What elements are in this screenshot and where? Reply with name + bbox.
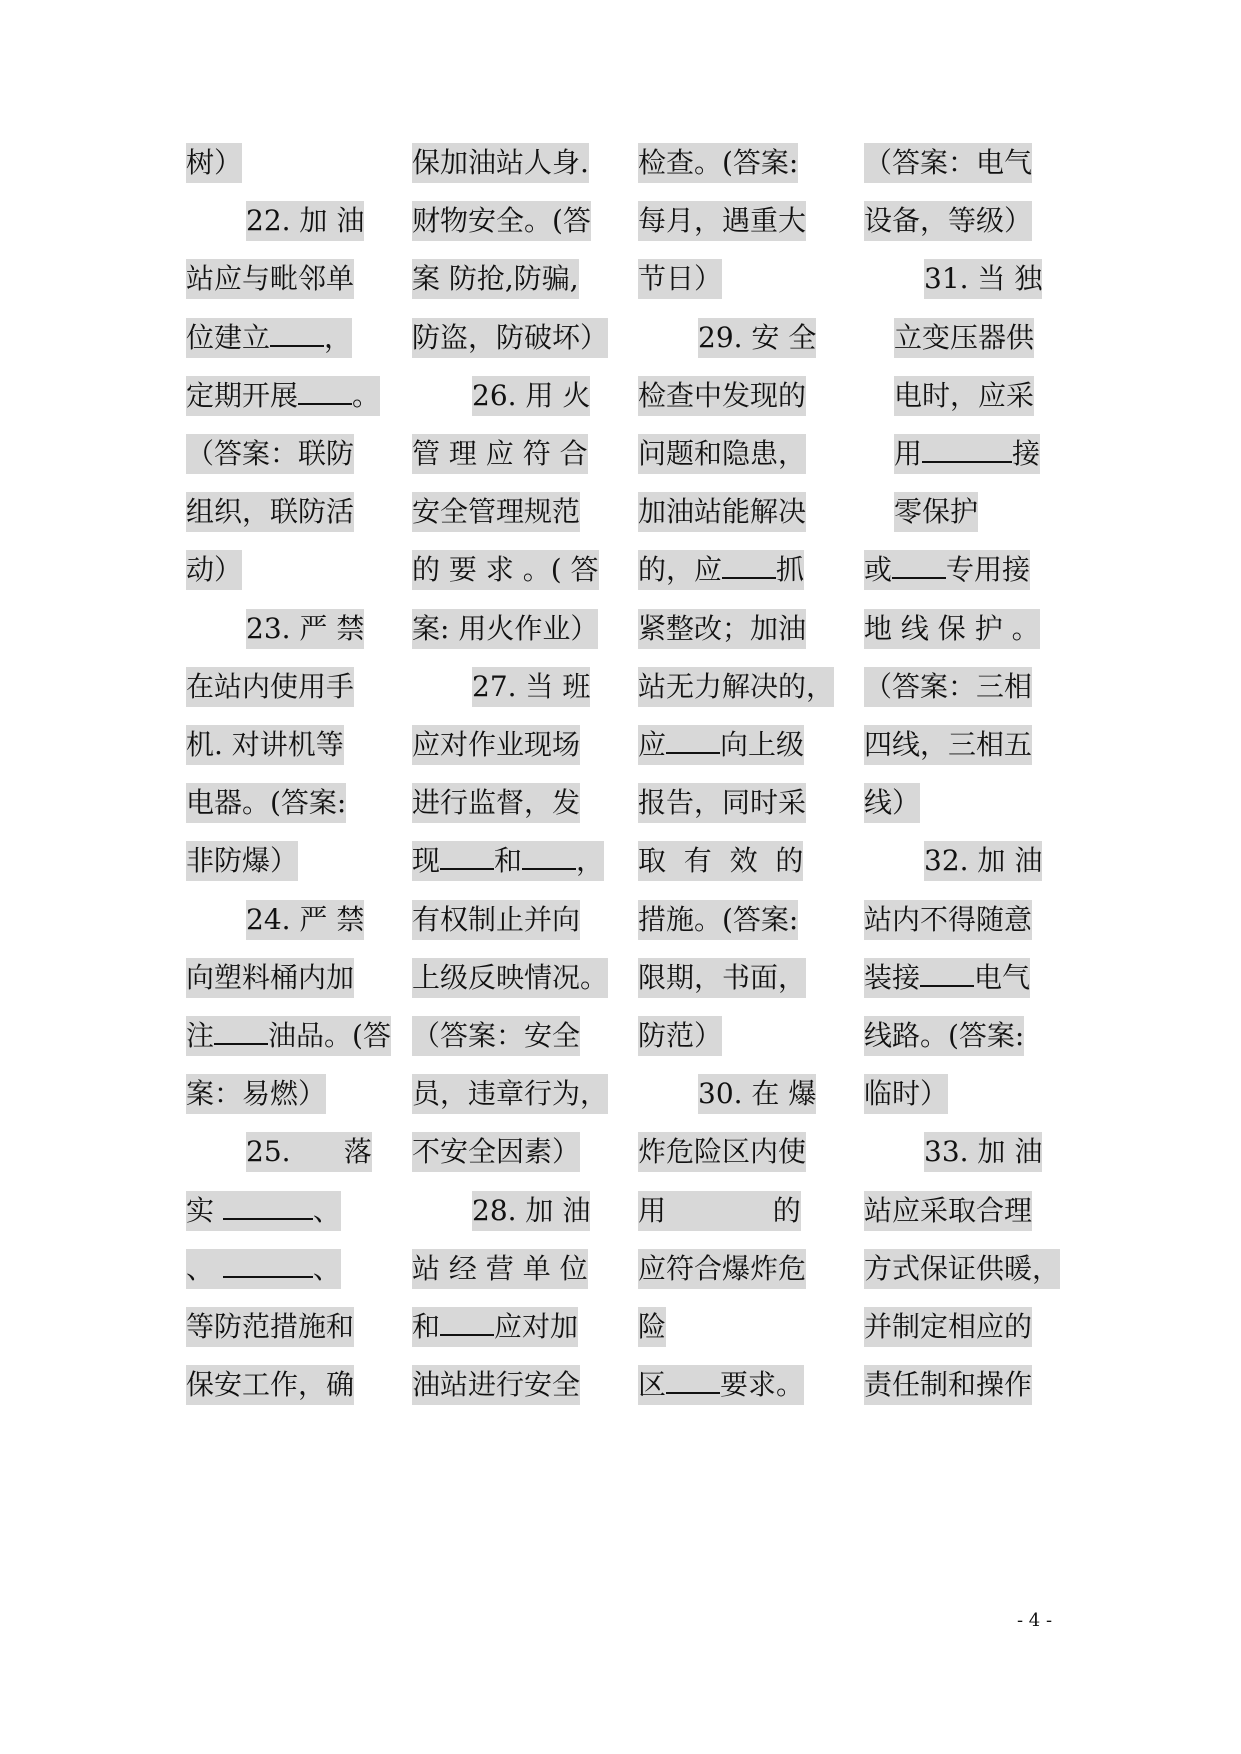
text-line — [412, 492, 580, 532]
highlighted-text — [186, 841, 298, 881]
line-text-part: 和 — [494, 844, 523, 878]
line-text: 的 要 求 。( 答 — [412, 553, 599, 587]
highlighted-text — [698, 318, 816, 358]
highlighted-text — [186, 143, 242, 183]
text-line — [412, 841, 604, 881]
line-text: 组织，联防活 — [186, 495, 355, 529]
text-line — [864, 434, 1040, 474]
text-line — [412, 1016, 580, 1056]
line-text: 电时，应采 — [894, 378, 1035, 412]
text-line — [864, 958, 1030, 998]
highlighted-text — [412, 958, 608, 998]
highlighted-text — [412, 1307, 578, 1347]
text-line — [864, 492, 978, 532]
highlighted-text — [894, 492, 978, 532]
line-text: 紧整改；加油 — [638, 611, 807, 645]
highlighted-text — [246, 201, 364, 241]
fill-in-blank — [666, 726, 720, 754]
text-line — [186, 1249, 341, 1289]
line-text-part: 注 — [186, 1019, 215, 1052]
line-text: 防范） — [638, 1019, 723, 1052]
text-line — [412, 958, 608, 998]
page-number: - 4 - — [1017, 1610, 1053, 1631]
highlighted-text — [412, 1249, 588, 1289]
line-text: 检查中发现的 — [638, 378, 807, 412]
text-line — [412, 1307, 578, 1347]
line-text: 限期，书面， — [638, 960, 807, 994]
line-text: 上级反映情况。 — [412, 960, 609, 994]
fill-in-blank — [440, 1308, 494, 1336]
text-line — [864, 143, 1032, 183]
line-text-part: 向上级 — [720, 728, 805, 761]
highlighted-text — [638, 259, 722, 299]
highlighted-text — [186, 318, 352, 358]
highlighted-text — [412, 318, 608, 358]
line-text: 29. 安 全 — [698, 320, 817, 354]
text-line — [412, 667, 590, 707]
highlighted-text — [638, 376, 806, 416]
highlighted-text — [412, 1074, 608, 1114]
text-line — [412, 725, 580, 765]
line-text-part: 抓 — [776, 553, 805, 587]
highlighted-text — [186, 958, 354, 998]
highlighted-text — [864, 725, 1032, 765]
text-line — [638, 783, 806, 823]
line-text: 向塑料桶内加 — [186, 960, 355, 994]
fill-in-blank — [440, 842, 494, 870]
highlighted-text — [412, 201, 591, 241]
highlighted-text — [638, 1191, 801, 1231]
highlighted-text — [412, 259, 579, 299]
highlighted-text — [894, 376, 1034, 416]
fill-in-blank — [223, 1192, 313, 1220]
line-text: 33. 加 油 — [924, 1135, 1043, 1169]
line-text: 炸危险区内使 — [638, 1135, 807, 1169]
text-line — [186, 609, 364, 649]
fill-in-blank — [920, 959, 974, 987]
line-text-part: 接 — [1012, 437, 1041, 470]
text-line — [186, 1365, 354, 1405]
fill-in-blank — [214, 1017, 268, 1045]
text-line — [638, 1365, 804, 1405]
line-text: 立变压器供 — [894, 320, 1035, 354]
highlighted-text — [412, 1016, 580, 1056]
text-line — [412, 1249, 588, 1289]
line-text: 取 有 效 的 — [638, 844, 804, 878]
text-line — [638, 1074, 816, 1114]
text-line — [638, 958, 806, 998]
line-text: （答案：安全 — [412, 1019, 581, 1052]
line-text: 险 — [638, 1310, 667, 1343]
text-line — [638, 550, 804, 590]
text-line — [638, 841, 803, 881]
highlighted-text — [412, 1132, 580, 1172]
highlighted-text — [638, 841, 803, 881]
line-text: 站 经 营 单 位 — [412, 1251, 588, 1285]
line-text: 安全管理规范 — [412, 495, 581, 529]
text-line — [638, 725, 804, 765]
highlighted-text — [246, 1132, 372, 1172]
line-text-part: ， — [576, 844, 605, 878]
text-line — [864, 550, 1030, 590]
text-line — [186, 667, 354, 707]
text-line — [186, 376, 380, 416]
text-line — [186, 434, 354, 474]
line-text: 节日） — [638, 262, 723, 296]
text-line — [186, 1132, 372, 1172]
highlighted-text — [412, 550, 599, 590]
line-text: 25. 落 — [246, 1135, 372, 1169]
highlighted-text — [894, 318, 1034, 358]
highlighted-text — [638, 1016, 722, 1056]
line-text: （答案：三相 — [864, 669, 1033, 703]
fill-in-blank — [223, 1250, 313, 1278]
line-text: 不安全因素） — [412, 1135, 581, 1169]
highlighted-text — [864, 550, 1030, 590]
line-text-part: 。 — [352, 378, 381, 412]
line-text: 应符合爆炸危 — [638, 1251, 807, 1285]
highlighted-text — [186, 1365, 354, 1405]
text-line — [186, 201, 364, 241]
text-line — [412, 434, 588, 474]
line-text: 问题和隐患， — [638, 437, 807, 470]
line-text: 22. 加 油 — [246, 204, 365, 238]
text-line — [638, 376, 806, 416]
line-text: 24. 严 禁 — [246, 902, 365, 936]
line-text: 案: 用火作业） — [412, 611, 599, 645]
line-text: 案 防抢,防骗, — [412, 262, 579, 296]
fill-in-blank — [666, 1366, 720, 1394]
line-text: 临时） — [864, 1077, 949, 1111]
line-text-part: 应对加 — [494, 1310, 579, 1343]
highlighted-text — [638, 143, 798, 183]
text-line — [864, 667, 1032, 707]
line-text: 站无力解决的， — [638, 669, 835, 703]
highlighted-text — [412, 841, 604, 881]
highlighted-text — [246, 900, 364, 940]
line-text: 28. 加 油 — [472, 1193, 591, 1227]
line-text: 23. 严 禁 — [246, 611, 365, 645]
highlighted-text — [186, 1307, 354, 1347]
highlighted-text — [864, 783, 920, 823]
highlighted-text — [472, 1191, 590, 1231]
line-text: 方式保证供暖， — [864, 1251, 1061, 1285]
line-text: 32. 加 油 — [924, 844, 1043, 878]
line-text: 保安工作，确 — [186, 1368, 355, 1402]
line-text: 每月，遇重大 — [638, 204, 807, 238]
text-line — [638, 1191, 801, 1231]
text-line — [186, 841, 298, 881]
fill-in-blank — [270, 319, 324, 347]
highlighted-text — [864, 958, 1030, 998]
text-line — [638, 434, 806, 474]
highlighted-text — [638, 1307, 666, 1347]
line-text: 树） — [186, 146, 243, 179]
line-text-part: 或 — [864, 553, 893, 587]
highlighted-text — [638, 783, 806, 823]
text-line — [638, 1016, 722, 1056]
line-text: 应对作业现场 — [412, 728, 581, 761]
line-text: 用 的 — [638, 1193, 801, 1227]
highlighted-text — [638, 609, 806, 649]
text-line — [864, 1074, 948, 1114]
highlighted-text — [412, 1365, 580, 1405]
highlighted-text — [638, 434, 806, 474]
line-text-part: 装接 — [864, 960, 921, 994]
fill-in-blank — [722, 551, 776, 579]
text-line — [186, 725, 344, 765]
text-line — [412, 376, 590, 416]
text-line — [864, 609, 1040, 649]
line-text-part: 、 — [312, 1193, 341, 1227]
highlighted-text — [864, 1249, 1060, 1289]
text-line — [638, 1132, 806, 1172]
text-line — [186, 1191, 341, 1231]
line-text: 加油站能解决 — [638, 495, 807, 529]
text-line — [864, 1191, 1032, 1231]
highlighted-text — [894, 434, 1040, 474]
text-line — [864, 201, 1032, 241]
highlighted-text — [864, 1016, 1024, 1056]
line-text: 防盗，防破坏） — [412, 320, 609, 354]
line-text-part: 和 — [412, 1310, 441, 1343]
highlighted-text — [864, 1365, 1032, 1405]
highlighted-text — [864, 1191, 1032, 1231]
text-line — [412, 1191, 590, 1231]
fill-in-blank — [522, 842, 576, 870]
fill-in-blank — [298, 377, 352, 405]
highlighted-text — [186, 725, 344, 765]
line-text: 26. 用 火 — [472, 378, 591, 412]
line-text-part: 、 — [186, 1251, 223, 1285]
highlighted-text — [864, 201, 1032, 241]
line-text-part: 电气 — [974, 960, 1031, 994]
line-text-part: 油品。(答 — [268, 1019, 391, 1052]
highlighted-text — [472, 376, 590, 416]
text-line — [412, 609, 598, 649]
line-text-part: 应 — [638, 728, 667, 761]
line-text: 站内不得随意 — [864, 902, 1033, 936]
highlighted-text — [186, 434, 354, 474]
highlighted-text — [864, 143, 1032, 183]
text-line — [186, 259, 354, 299]
text-line — [864, 1365, 1032, 1405]
line-text: 设备，等级） — [864, 204, 1033, 238]
line-text-part: ， — [324, 320, 353, 354]
text-line — [412, 1132, 580, 1172]
highlighted-text — [412, 783, 580, 823]
line-text: 报告，同时采 — [638, 786, 807, 820]
text-line — [412, 1365, 580, 1405]
highlighted-text — [186, 1016, 391, 1056]
highlighted-text — [186, 259, 354, 299]
highlighted-text — [186, 550, 242, 590]
highlighted-text — [472, 667, 590, 707]
line-text: 30. 在 爆 — [698, 1077, 817, 1111]
line-text-part: 现 — [412, 844, 441, 878]
line-text-part: 实 — [186, 1193, 223, 1227]
line-text: 保加油站人身. — [412, 146, 589, 179]
text-line — [186, 143, 242, 183]
line-text-part: 区 — [638, 1368, 667, 1402]
highlighted-text — [638, 725, 804, 765]
highlighted-text — [412, 900, 580, 940]
text-line — [864, 1249, 1060, 1289]
highlighted-text — [638, 201, 806, 241]
highlighted-text — [412, 492, 580, 532]
text-line — [412, 201, 591, 241]
line-text-part: 定期开展 — [186, 378, 299, 412]
highlighted-text — [638, 1249, 806, 1289]
line-text: 31. 当 独 — [924, 262, 1043, 296]
line-text: 电器。(答案: — [186, 786, 347, 820]
line-text: （答案：联防 — [186, 437, 355, 470]
text-line — [638, 318, 816, 358]
text-line — [864, 725, 1032, 765]
text-line — [864, 318, 1034, 358]
line-text-part: 要求。 — [720, 1368, 805, 1402]
line-text: 站应与毗邻单 — [186, 262, 355, 296]
text-line — [638, 609, 806, 649]
line-text: 责任制和操作 — [864, 1368, 1033, 1402]
highlighted-text — [924, 1132, 1042, 1172]
highlighted-text — [924, 841, 1042, 881]
line-text-part: 位建立 — [186, 320, 271, 354]
line-text: 进行监督，发 — [412, 786, 581, 820]
highlighted-text — [412, 434, 588, 474]
text-line — [186, 550, 242, 590]
line-text: 零保护 — [894, 495, 979, 529]
line-text: 线路。(答案: — [864, 1019, 1025, 1052]
text-line — [864, 1132, 1042, 1172]
highlighted-text — [186, 1191, 341, 1231]
text-line — [412, 1074, 608, 1114]
text-line — [186, 1074, 326, 1114]
highlighted-text — [186, 1074, 326, 1114]
highlighted-text — [246, 609, 364, 649]
line-text: 措施。(答案: — [638, 902, 799, 936]
text-line — [864, 841, 1042, 881]
highlighted-text — [638, 492, 806, 532]
text-line — [638, 667, 834, 707]
highlighted-text — [698, 1074, 816, 1114]
text-line — [186, 492, 354, 532]
line-text: 检查。(答案: — [638, 146, 799, 179]
line-text: 并制定相应的 — [864, 1310, 1033, 1343]
text-line — [412, 783, 580, 823]
text-line — [412, 550, 599, 590]
line-text: 案：易燃） — [186, 1077, 327, 1111]
highlighted-text — [864, 900, 1032, 940]
text-line — [412, 259, 579, 299]
line-text-part: 的，应 — [638, 553, 723, 587]
text-line — [412, 900, 580, 940]
highlighted-text — [638, 550, 804, 590]
line-text: 地 线 保 护 。 — [864, 611, 1040, 645]
highlighted-text — [638, 958, 806, 998]
text-line — [186, 958, 354, 998]
highlighted-text — [924, 259, 1042, 299]
text-line — [186, 1307, 354, 1347]
highlighted-text — [412, 143, 589, 183]
highlighted-text — [638, 667, 834, 707]
text-line — [412, 318, 608, 358]
line-text: 线） — [864, 786, 921, 820]
line-text: 站应采取合理 — [864, 1193, 1033, 1227]
line-text-part: 用 — [894, 437, 923, 470]
line-text: 在站内使用手 — [186, 669, 355, 703]
text-line — [186, 318, 352, 358]
highlighted-text — [638, 1365, 804, 1405]
line-text: （答案：电气 — [864, 146, 1033, 179]
text-line — [412, 143, 589, 183]
fill-in-blank — [922, 435, 1012, 463]
line-text-part: 专用接 — [946, 553, 1031, 587]
line-text: 非防爆） — [186, 844, 299, 878]
text-line — [638, 1307, 666, 1347]
text-line — [864, 259, 1042, 299]
text-line — [186, 900, 364, 940]
highlighted-text — [186, 492, 354, 532]
line-text: 机. 对讲机等 — [186, 728, 344, 761]
highlighted-text — [638, 1132, 806, 1172]
line-text: 等防范措施和 — [186, 1310, 355, 1343]
text-line — [864, 900, 1032, 940]
text-line — [638, 492, 806, 532]
fill-in-blank — [892, 551, 946, 579]
highlighted-text — [864, 1307, 1032, 1347]
line-text: 动） — [186, 553, 243, 587]
highlighted-text — [864, 609, 1040, 649]
text-line — [638, 201, 806, 241]
highlighted-text — [186, 667, 354, 707]
text-line — [864, 376, 1034, 416]
text-line — [864, 1307, 1032, 1347]
highlighted-text — [186, 376, 380, 416]
highlighted-text — [638, 900, 798, 940]
line-text: 四线，三相五 — [864, 728, 1033, 761]
highlighted-text — [864, 667, 1032, 707]
line-text: 财物安全。(答 — [412, 204, 591, 238]
text-line — [638, 259, 722, 299]
text-line — [864, 783, 920, 823]
highlighted-text — [412, 609, 598, 649]
line-text: 27. 当 班 — [472, 669, 591, 703]
text-line — [638, 900, 798, 940]
highlighted-text — [186, 783, 346, 823]
line-text: 员，违章行为， — [412, 1077, 609, 1111]
line-text: 有权制止并向 — [412, 902, 581, 936]
text-line — [864, 1016, 1024, 1056]
line-text-part: 、 — [312, 1251, 341, 1285]
text-line — [638, 143, 798, 183]
highlighted-text — [412, 725, 580, 765]
text-line — [186, 1016, 391, 1056]
line-text: 管 理 应 符 合 — [412, 437, 588, 470]
text-line — [638, 1249, 806, 1289]
text-line — [186, 783, 346, 823]
line-text: 油站进行安全 — [412, 1368, 581, 1402]
highlighted-text — [186, 1249, 341, 1289]
highlighted-text — [864, 1074, 948, 1114]
